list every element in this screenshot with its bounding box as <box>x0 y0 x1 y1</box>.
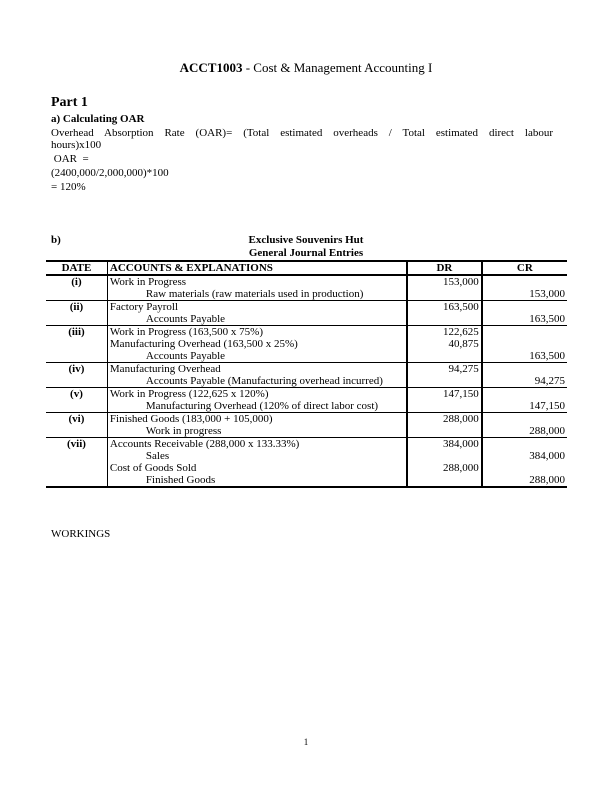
entry-debit <box>407 326 482 363</box>
section-b-label: b) <box>51 234 61 246</box>
oar-result: = 120% <box>51 181 86 193</box>
credit-amount <box>485 276 565 288</box>
entry-accounts <box>107 275 407 301</box>
entry-date: (iii) <box>46 326 107 363</box>
workings-label: WORKINGS <box>51 528 111 540</box>
entry-debit <box>407 301 482 326</box>
entry-credit <box>482 413 567 438</box>
credit-amount <box>485 413 565 425</box>
credit-amount: 288,000 <box>529 474 565 486</box>
journal-header-row <box>46 261 567 275</box>
entry-debit <box>407 363 482 388</box>
entry-credit <box>482 363 567 388</box>
debit-account-line: Work in Progress (122,625 x 120%) <box>109 388 269 400</box>
entry-credit <box>482 275 567 301</box>
journal-entry-row <box>46 301 567 326</box>
debit-account-line: Manufacturing Overhead (163,500 x 25%) <box>109 338 298 350</box>
debit-amount <box>410 450 479 462</box>
journal-title: General Journal Entries <box>248 247 364 259</box>
debit-account-line: Factory Payroll <box>109 301 179 313</box>
credit-amount <box>485 462 565 474</box>
debit-amount: 288,000 <box>443 413 479 425</box>
entry-accounts <box>107 438 407 488</box>
debit-account-line: Cost of Goods Sold <box>109 462 197 474</box>
journal-entry-row <box>46 275 567 301</box>
journal-body <box>46 275 567 487</box>
credit-amount <box>485 438 565 450</box>
credit-amount: 163,500 <box>529 313 565 325</box>
section-a-heading: a) Calculating OAR <box>51 113 145 125</box>
general-journal-table <box>46 260 567 488</box>
credit-amount <box>485 363 565 375</box>
debit-amount: 147,150 <box>443 388 479 400</box>
dr-column-header: DR <box>407 261 482 275</box>
journal-entry-row <box>46 388 567 413</box>
entry-credit <box>482 388 567 413</box>
debit-amount: 122,625 <box>443 326 479 338</box>
document-title <box>0 60 612 76</box>
journal-entry-row <box>46 438 567 488</box>
debit-amount <box>410 313 479 325</box>
entry-credit <box>482 438 567 488</box>
credit-amount: 163,500 <box>529 350 565 362</box>
credit-account-line: Sales <box>145 450 170 462</box>
debit-account-line: Manufacturing Overhead <box>109 363 221 375</box>
debit-account-line: Work in Progress (163,500 x 75%) <box>109 326 264 338</box>
entry-credit <box>482 326 567 363</box>
credit-account-line: Finished Goods <box>145 474 216 486</box>
accounts-column-header: ACCOUNTS & EXPLANATIONS <box>107 261 407 275</box>
entry-date: (vi) <box>46 413 107 438</box>
credit-amount <box>485 338 565 350</box>
debit-amount <box>410 350 479 362</box>
entry-accounts <box>107 326 407 363</box>
oar-definition-line-2: hours)x100 <box>51 139 102 151</box>
debit-amount <box>410 400 479 412</box>
credit-amount: 147,150 <box>529 400 565 412</box>
credit-amount: 384,000 <box>529 450 565 462</box>
entry-date: (vii) <box>46 438 107 488</box>
entry-date: (i) <box>46 275 107 301</box>
debit-amount: 153,000 <box>443 276 479 288</box>
entry-accounts <box>107 413 407 438</box>
journal-entry-row <box>46 413 567 438</box>
oar-label: OAR = <box>51 153 89 165</box>
course-title: - Cost & Management Accounting I <box>242 60 433 75</box>
credit-account-line: Raw materials (raw materials used in production) <box>145 288 364 300</box>
entry-date: (v) <box>46 388 107 413</box>
debit-amount: 288,000 <box>443 462 479 474</box>
debit-amount <box>410 425 479 437</box>
company-name: Exclusive Souvenirs Hut <box>248 234 364 246</box>
debit-amount <box>410 288 479 300</box>
course-code: ACCT1003 <box>179 60 243 75</box>
entry-date: (ii) <box>46 301 107 326</box>
entry-debit <box>407 275 482 301</box>
journal-entry-row <box>46 326 567 363</box>
credit-account-line: Manufacturing Overhead (120% of direct labor cost) <box>145 400 379 412</box>
credit-account-line: Work in progress <box>145 425 222 437</box>
oar-formula: (2400,000/2,000,000)*100 <box>51 167 169 179</box>
entry-debit <box>407 413 482 438</box>
entry-accounts <box>107 388 407 413</box>
credit-amount: 288,000 <box>529 425 565 437</box>
debit-amount: 163,500 <box>443 301 479 313</box>
page-number: 1 <box>303 737 309 747</box>
credit-account-line: Accounts Payable <box>145 350 226 362</box>
date-column-header: DATE <box>46 261 107 275</box>
debit-amount: 384,000 <box>443 438 479 450</box>
entry-accounts <box>107 363 407 388</box>
credit-amount: 94,275 <box>534 375 565 387</box>
debit-amount <box>410 375 479 387</box>
credit-amount: 153,000 <box>529 288 565 300</box>
journal-entry-row <box>46 363 567 388</box>
credit-account-line: Accounts Payable <box>145 313 226 325</box>
entry-credit <box>482 301 567 326</box>
oar-definition-line-1: Overhead Absorption Rate (OAR)= (Total estimated overheads / Total estimated direct labour <box>51 127 553 139</box>
credit-amount <box>485 388 565 400</box>
part-heading: Part 1 <box>51 95 88 110</box>
debit-account-line: Work in Progress <box>109 276 187 288</box>
entry-debit <box>407 438 482 488</box>
debit-account-line: Finished Goods (183,000 + 105,000) <box>109 413 273 425</box>
debit-amount: 94,275 <box>448 363 479 375</box>
debit-account-line: Accounts Receivable (288,000 x 133.33%) <box>109 438 300 450</box>
credit-account-line: Accounts Payable (Manufacturing overhead incurred) <box>145 375 383 387</box>
cr-column-header: CR <box>482 261 567 275</box>
debit-amount: 40,875 <box>448 338 479 350</box>
credit-amount <box>485 326 565 338</box>
credit-amount <box>485 301 565 313</box>
entry-accounts <box>107 301 407 326</box>
entry-debit <box>407 388 482 413</box>
debit-amount <box>410 474 479 486</box>
entry-date: (iv) <box>46 363 107 388</box>
